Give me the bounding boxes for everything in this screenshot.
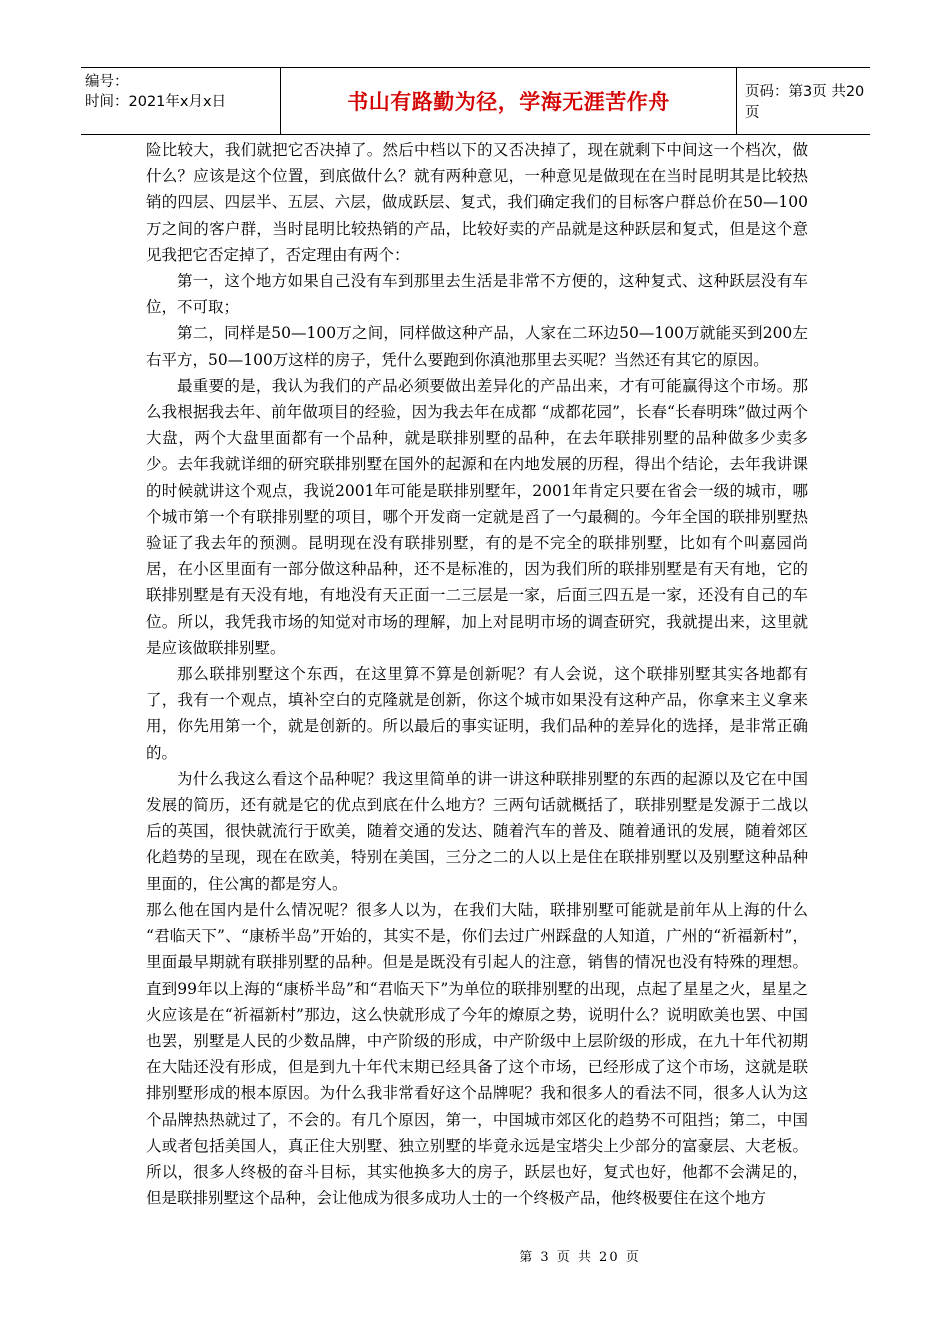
body-paragraph: 第二，同样是50—100万之间，同样做这种产品，人家在二环边50—100万就能买到200左右平方，50—100万这样的房子，凭什么要跑到你滇池那里去买呢？当然还有其它的原因。 <box>146 324 808 369</box>
body-paragraph: 那么他在国内是什么情况呢？很多人以为，在我们大陆，联排别墅可能就是前年从上海的什么 “君临天下”、“康桥半岛”开始的，其实不是，你们去过广州踩盘的人知道，广州的“祈福新村”，里面最早期就有联排别墅的品种。但是是既没有引起人的注意，销售的情况也没有特殊的理想。直到99年以上海的“康桥半岛”和“君临天下”为单位的联排别墅的出现，点起了星星之火，星星之火应该是在“祈福新村”那边，这么快就形成了今年的燎原之势，说明什么？说明欧美也罢、中国也罢，别墅是人民的少数品牌，中产阶级的形成，中产阶级中上层阶级的形成，在九十年代初期在大陆还没有形成，但是到九十年代末期已经具备了这个市场，已经形成了这个市场，这就是联排别墅形成的根本原因。为什么我非常看好这个品牌呢？我和很多人的看法不同，很多人认为这个品牌热热就过了，不会的。有几个原因，第一，中国城市郊区化的趋势不可阻挡；第二，中国人或者包括美国人，真正住大别墅、独立别墅的毕竟永远是宝塔尖上少部分的富豪层、大老板。所以，很多人终极的奋斗目标，其实他换多大的房子，跃层也好，复式也好，他都不会满足的，但是联排别墅这个品种，会让他成为很多成功人士的一个终极产品，他终极要住在这个地方 <box>146 900 808 1208</box>
document-body <box>146 137 808 1211</box>
body-paragraph: 为什么我这么看这个品种呢？我这里简单的讲一讲这种联排别墅的东西的起源以及它在中国发展的简历，还有就是它的优点到底在什么地方？三两句话就概括了，联排别墅是发源于二战以后的英国，很快就流行于欧美，随着交通的发达、随着汽车的普及、随着通讯的发展，随着郊区化趋势的呈现，现在在欧美，特别在美国，三分之二的人以上是住在联排别墅以及别墅这种品种里面的，住公寓的都是穷人。 <box>146 769 808 893</box>
header-page-cell <box>737 68 870 134</box>
body-paragraph: 那么联排别墅这个东西，在这里算不算是创新呢？有人会说，这个联排别墅其实各地都有了，我有一个观点，填补空白的克隆就是创新，你这个城市如果没有这种产品，你拿来主义拿来用，你先用第一个，就是创新的。所以最后的事实证明，我们品种的差异化的选择，是非常正确的。 <box>146 665 808 762</box>
document-date-label: 时间：2021年x月x日 <box>85 94 227 110</box>
header-meta <box>81 68 280 134</box>
body-paragraph: 险比较大，我们就把它否决掉了。然后中档以下的又否决掉了，现在就剩下中间这一个档次，做什么？应该是这个位置，到底做什么？就有两种意见，一种意见是做现在在当时昆明其是比较热销的四层、四层半、五层、六层，做成跃层、复式，我们确定我们的目标客户群总价在50—100万之间的客户群，当时昆明比较热销的产品，比较好卖的产品就是这种跃层和复式，但是这个意见我把它否定掉了，否定理由有两个： <box>146 141 808 264</box>
page-header <box>81 67 870 135</box>
header-motto: 书山有路勤为径，学海无涯苦作舟 <box>347 90 670 114</box>
body-paragraph: 第一，这个地方如果自己没有车到那里去生活是非常不方便的，这种复式、这种跃层没有车位，不可取； <box>146 272 808 317</box>
footer-page-number: 第 3 页 共 20 页 <box>519 1250 641 1265</box>
header-page-label: 页码：第3页 共20页 <box>745 84 865 121</box>
body-paragraph: 最重要的是，我认为我们的产品必须要做出差异化的产品出来，才有可能赢得这个市场。那么我根据我去年、前年做项目的经验，因为我去年在成都 “成都花园”，长春“长春明珠”做过两个大盘，两个大盘里面都有一个品种，就是联排别墅的品种，在去年联排别墅的品种做多少卖多少。去年我就详细的研究联排别墅在国外的起源和在内地发展的历程，得出个结论，去年我讲课的时候就讲这个观点，我说2001年可能是联排别墅年，2001年肯定只要在省会一级的城市，哪个城市第一个有联排别墅的项目，哪个开发商一定就是舀了一勺最稠的。今年全国的联排别墅热验证了我去年的预测。昆明现在没有联排别墅，有的是不完全的联排别墅，比如有个叫嘉园尚居，在小区里面有一部分做这种品种，还不是标准的，因为我们所的联排别墅是有天有地，它的联排别墅是有天没有地，有地没有天正面一二三层是一家，后面三四五是一家，还没有自己的车位。所以，我凭我市场的知觉对市场的理解，加上对昆明市场的调查研究，我就提出来，这里就是应该做联排别墅。 <box>146 376 808 657</box>
document-number-label: 编号： <box>85 74 129 90</box>
header-motto-cell <box>280 68 737 134</box>
page-footer <box>0 1246 950 1265</box>
